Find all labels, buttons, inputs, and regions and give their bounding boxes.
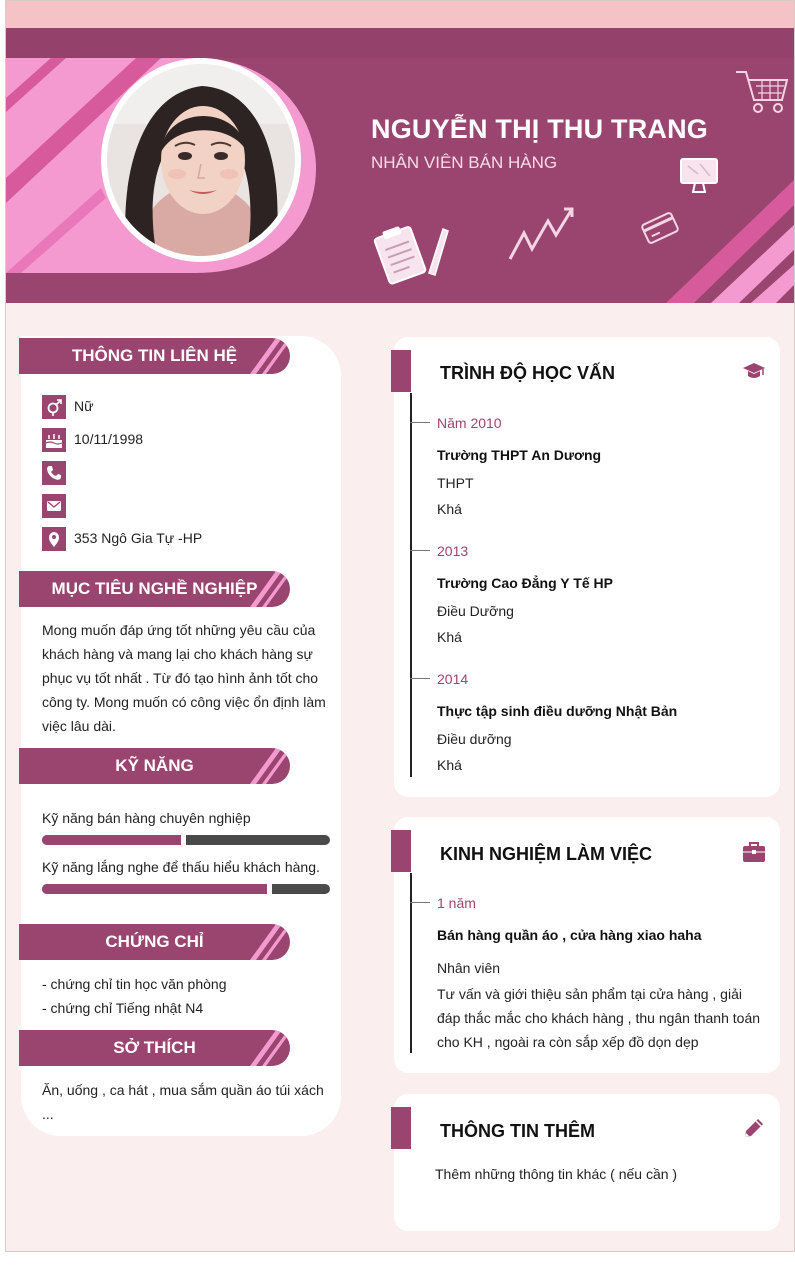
candidate-title: NHÂN VIÊN BÁN HÀNG: [371, 153, 558, 172]
credit-card-icon: [638, 208, 682, 248]
timeline-tick: [410, 422, 430, 423]
skill-label: Kỹ năng lắng nghe để thấu hiểu khách hàng.: [42, 859, 320, 875]
education-major: Điều dưỡng: [437, 731, 512, 747]
skill-bar-fill: [42, 884, 272, 894]
experience-position: Nhân viên: [437, 960, 501, 976]
objective-heading: MỤC TIÊU NGHỀ NGHIỆP: [19, 571, 290, 607]
additional-text: Thêm những thông tin khác ( nếu cần ): [435, 1166, 678, 1182]
timeline-line: [410, 873, 412, 1053]
timeline-tick: [410, 550, 430, 551]
experience-duration: 1 năm: [437, 895, 476, 911]
skill-bar: [42, 884, 330, 894]
location-icon: [42, 527, 66, 551]
timeline-line: [410, 393, 412, 777]
shopping-cart-icon: [734, 66, 790, 118]
education-school: Thực tập sinh điều dưỡng Nhật Bản: [437, 703, 678, 719]
education-year: 2013: [437, 543, 469, 559]
certificate-item: - chứng chỉ tin học văn phòng: [42, 976, 227, 992]
education-grade: Khá: [437, 757, 462, 773]
education-grade: Khá: [437, 501, 462, 517]
candidate-name: NGUYỄN THỊ THU TRANG: [371, 114, 708, 144]
experience-heading: KINH NGHIỆM LÀM VIỆC: [440, 844, 653, 864]
cv-page: NGUYỄN THỊ THU TRANG NHÂN VIÊN BÁN HÀNG THÔNG TIN LIÊN HỆ Nữ 10/11/1998 353 Ngô Gia Tự -HP MỤC TIÊU NGHỀ NGHIỆP Mong muốn đáp ứng tốt những yêu cầu của khách hàng và mang lại cho khách hàng sự phục vụ tốt nhất . Từ đó tạo hình ảnh tốt cho công ty. Mong muốn có công việc ổn định làm việc lâu dài. KỸ NĂNG Kỹ năng bán hàng chuyên nghiệp Kỹ năng lắng nghe để thấu hiểu khách hàng. CHỨNG CHỈ - chứng chỉ tin học văn phòng - chứng chỉ Tiếng nhật N4 SỞ THÍCH Ăn, uống , ca hát , mua sắm quần áo túi xách ... TRÌNH ĐỘ HỌC VẤN Năm 2010 Trường THPT An Dương THPT Khá 2013 Trường Cao Đẳng Y Tế HP Điều Dưỡng Khá 2014 Thực tập sinh điều dưỡng Nhật Bản Điều dưỡng Khá KINH NGHIỆM LÀM VIỆC 1 năm Bán hàng quần áo , cửa hàng xiao haha Nhân viên Tư vấn và giới thiệu sản phẩm tại cửa hàng , giải đáp thắc mắc cho khách hàng , thu ngân thanh toán cho KH , ngoài ra còn sắp xếp đồ dọn dẹp THÔNG TIN THÊM Thêm những thông tin khác ( nếu cần ): [5, 0, 795, 1252]
email-icon: [42, 494, 66, 518]
skill-bar: [42, 835, 330, 845]
clipboard-pen-icon: [371, 223, 451, 285]
skills-heading: KỸ NĂNG: [19, 748, 290, 784]
phone-icon: [42, 461, 66, 485]
hobbies-text: Ăn, uống , ca hát , mua sắm quần áo túi xách ...: [42, 1082, 324, 1122]
skill-label: Kỹ năng bán hàng chuyên nghiệp: [42, 810, 251, 826]
additional-heading: THÔNG TIN THÊM: [440, 1121, 595, 1141]
education-card: [394, 337, 780, 797]
timeline-tick: [410, 678, 430, 679]
education-year: Năm 2010: [437, 415, 502, 431]
education-school: Trường THPT An Dương: [437, 447, 602, 463]
experience-card: [394, 817, 780, 1073]
education-major: THPT: [437, 475, 474, 491]
avatar: [107, 64, 295, 256]
top-band: [6, 1, 795, 28]
gender-icon: [42, 395, 66, 419]
experience-description: Tư vấn và giới thiệu sản phẩm tại cửa hàng , giải đáp thắc mắc cho khách hàng , thu ngân thanh toán cho KH , ngoài ra còn sắp xếp đồ dọn dẹp: [437, 986, 761, 1050]
education-school: Trường Cao Đẳng Y Tế HP: [437, 575, 613, 591]
growth-chart-icon: [506, 203, 578, 265]
additional-card: [394, 1094, 780, 1231]
hobbies-heading: SỞ THÍCH: [19, 1030, 290, 1066]
briefcase-icon: [742, 841, 766, 863]
section-marker: [391, 830, 411, 872]
education-heading: TRÌNH ĐỘ HỌC VẤN: [440, 363, 615, 383]
education-major: Điều Dưỡng: [437, 603, 514, 619]
skill-bar-fill: [42, 835, 186, 845]
section-marker: [391, 350, 411, 392]
monitor-icon: [678, 156, 720, 196]
education-year: 2014: [437, 671, 469, 687]
experience-company: Bán hàng quần áo , cửa hàng xiao haha: [437, 927, 702, 943]
certificates-heading: CHỨNG CHỈ: [19, 924, 290, 960]
pencil-icon: [742, 1116, 766, 1140]
graduation-cap-icon: [742, 361, 766, 381]
objective-text: Mong muốn đáp ứng tốt những yêu cầu của khách hàng và mang lại cho khách hàng sự phục vụ tốt nhất . Từ đó tạo hình ảnh tốt cho công ty. Mong muốn có công việc ổn định làm việc lâu dài.: [42, 622, 326, 734]
section-marker: [391, 1107, 411, 1149]
certificate-item: - chứng chỉ Tiếng nhật N4: [42, 1000, 204, 1016]
timeline-tick: [410, 902, 430, 903]
birthday-cake-icon: [42, 428, 66, 452]
contact-heading: THÔNG TIN LIÊN HỆ: [19, 338, 290, 374]
education-grade: Khá: [437, 629, 462, 645]
